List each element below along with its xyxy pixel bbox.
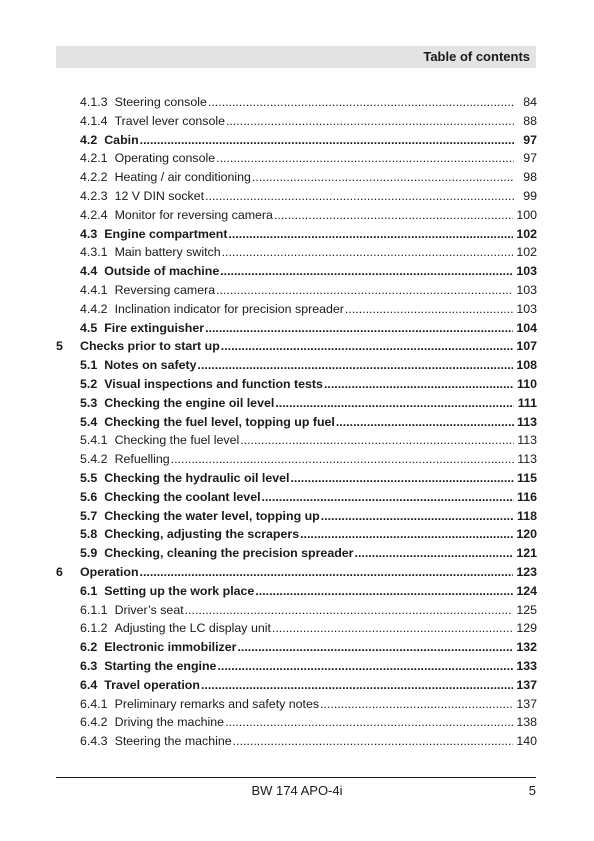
toc-leader-dots (228, 225, 513, 243)
toc-line (80, 375, 537, 393)
toc-section-number: 4.2.3 (80, 189, 108, 203)
toc-label (80, 563, 139, 581)
toc-section-number: 4.3 (80, 226, 98, 241)
toc-section-number: 4.2.2 (80, 170, 108, 185)
toc-page-number: 118 (517, 508, 537, 523)
toc-line (80, 112, 537, 130)
toc-line (80, 582, 537, 600)
toc-label (80, 206, 273, 224)
toc-entry[interactable] (0, 525, 594, 543)
toc-section-number: 5.8 (80, 527, 98, 542)
toc-label (80, 112, 225, 130)
toc-section-number: 4.2.1 (80, 151, 108, 166)
toc-entry[interactable] (0, 413, 594, 431)
toc-leader-dots (320, 695, 513, 713)
toc-line (80, 507, 537, 525)
toc-leader-dots (216, 281, 513, 299)
toc-page-number: 111 (517, 395, 537, 410)
toc-section-number: 4.4.1 (80, 283, 108, 297)
toc-section-number: 4.1.4 (80, 113, 108, 128)
toc-section-number: 5.2 (80, 377, 98, 391)
toc-label (80, 732, 232, 750)
toc-entry[interactable] (0, 243, 594, 261)
toc-page-number: 120 (516, 527, 537, 542)
toc-section-title: Cabin (104, 132, 139, 147)
toc-section-title: Travel operation (104, 677, 200, 692)
toc-line (80, 450, 537, 468)
toc-section-number: 6.4 (80, 677, 98, 692)
toc-line (80, 243, 537, 261)
toc-leader-dots (290, 469, 514, 487)
toc-label (80, 676, 200, 694)
toc-section-title: Inclination indicator for precision spreader (114, 301, 344, 316)
toc-section-title: Checking the fuel level (114, 433, 240, 448)
toc-line (80, 356, 537, 374)
toc-label (80, 413, 335, 431)
footer-divider (56, 777, 536, 778)
header-bar (56, 46, 536, 68)
toc-line (80, 563, 537, 581)
toc-section-number: 5.6 (80, 489, 98, 504)
toc-section-title: Driving the machine (114, 715, 225, 730)
toc-page-number: 107 (516, 339, 537, 354)
toc-page-number: 115 (517, 471, 537, 485)
toc-leader-dots (140, 563, 514, 581)
toc-section-number: 4.1.3 (80, 95, 108, 109)
toc-page-number: 113 (517, 452, 537, 467)
toc-label (80, 394, 274, 412)
toc-line (80, 394, 537, 412)
toc-leader-dots (140, 131, 514, 149)
toc-entry[interactable] (0, 544, 594, 562)
toc-entry[interactable] (0, 337, 594, 355)
toc-entry[interactable] (0, 713, 594, 731)
toc-line (80, 544, 537, 562)
toc-entry[interactable] (0, 676, 594, 694)
toc-leader-dots (321, 507, 514, 525)
toc-page-number: 103 (516, 301, 537, 316)
toc-entry[interactable] (0, 262, 594, 280)
toc-label (80, 375, 323, 393)
toc-leader-dots (324, 375, 514, 393)
toc-entry[interactable] (0, 206, 594, 224)
toc-section-title: Operation (80, 565, 139, 579)
toc-leader-dots (255, 582, 513, 600)
toc-label (80, 168, 251, 186)
toc-line (80, 695, 537, 713)
toc-leader-dots (233, 732, 514, 750)
toc-section-number: 5.1 (80, 358, 98, 373)
toc-page-number: 137 (516, 677, 537, 692)
toc-line (80, 281, 537, 299)
toc-section-title: Reversing camera (114, 283, 216, 297)
toc-label (80, 262, 219, 280)
toc-label (80, 337, 220, 355)
toc-entry[interactable] (0, 168, 594, 186)
toc-line (80, 131, 537, 149)
toc-entry[interactable] (0, 582, 594, 600)
toc-section-title: Fire extinguisher (104, 320, 205, 335)
toc-line (80, 657, 537, 675)
toc-section-number: 5.4 (80, 414, 98, 429)
toc-section-number: 5.4.2 (80, 452, 108, 467)
toc-page-number: 125 (516, 602, 537, 617)
toc-page-number: 104 (516, 320, 537, 335)
toc-section-title: Checking the water level, topping up (104, 508, 320, 523)
toc-section-title: Checking the fuel level, topping up fuel (104, 414, 335, 429)
toc-leader-dots (336, 413, 514, 431)
toc-page-number: 132 (516, 640, 537, 655)
toc-page-number: 140 (516, 734, 537, 749)
toc-section-number: 5.5 (80, 471, 98, 485)
toc-leader-dots (171, 450, 514, 468)
toc-leader-dots (355, 544, 514, 562)
toc-section-title: Operating console (114, 151, 216, 166)
toc-label (80, 638, 236, 656)
toc-leader-dots (216, 149, 514, 167)
toc-entry[interactable] (0, 131, 594, 149)
footer-model: BW 174 APO-4i (251, 783, 343, 798)
toc-leader-dots (221, 337, 514, 355)
toc-leader-dots (205, 187, 514, 205)
toc-section-title: Checks prior to start up (80, 339, 220, 354)
toc-line (80, 413, 537, 431)
toc-page-number: 102 (516, 245, 537, 260)
toc-section-title: Driver’s seat (114, 602, 184, 617)
toc-page-number: 98 (523, 170, 537, 185)
toc-entry[interactable] (0, 394, 594, 412)
toc-leader-dots (225, 713, 513, 731)
toc-page-number: 129 (516, 621, 537, 636)
toc-entry[interactable] (0, 375, 594, 393)
toc-page-number: 113 (517, 433, 537, 448)
toc-leader-dots (226, 112, 514, 130)
toc-section-title: Outside of machine (104, 264, 220, 279)
toc-leader-dots (274, 206, 513, 224)
toc-leader-dots (345, 300, 513, 318)
page-title: Table of contents (423, 49, 530, 64)
toc-section-number: 4.4.2 (80, 301, 108, 316)
toc-leader-dots (252, 168, 514, 186)
toc-leader-dots (237, 638, 513, 656)
toc-line (80, 431, 537, 449)
toc-page-number: 124 (516, 583, 537, 598)
toc-section-number: 6.4.3 (80, 734, 108, 749)
toc-line (80, 93, 537, 111)
toc-line (80, 619, 537, 637)
toc-label (80, 582, 254, 600)
toc-line (80, 525, 537, 543)
toc-section-number: 6.4.1 (80, 696, 108, 711)
toc-page-number: 110 (517, 377, 537, 391)
toc-label (80, 713, 224, 731)
toc-entry[interactable] (0, 507, 594, 525)
toc-leader-dots (262, 488, 514, 506)
toc-entry[interactable] (0, 93, 594, 111)
toc-entry[interactable] (0, 638, 594, 656)
toc-label (80, 488, 261, 506)
toc-entry[interactable] (0, 450, 594, 468)
toc-label (80, 469, 289, 487)
toc-line (80, 262, 537, 280)
toc-label (80, 300, 344, 318)
toc-section-title: Travel lever console (114, 113, 225, 128)
toc-section-title: Starting the engine (104, 659, 217, 673)
toc-page-number: 137 (516, 696, 537, 711)
toc-line (80, 187, 537, 205)
toc-entry[interactable] (0, 657, 594, 675)
toc-entry[interactable] (0, 601, 594, 619)
toc-label (80, 431, 239, 449)
toc-page-number: 108 (516, 358, 537, 373)
toc-label (80, 243, 221, 261)
toc-leader-dots (217, 657, 513, 675)
toc-leader-dots (240, 431, 514, 449)
toc-label (80, 356, 197, 374)
toc-leader-dots (300, 525, 513, 543)
toc-line (80, 676, 537, 694)
toc-section-title: Adjusting the LC display unit (114, 621, 271, 636)
toc-page-number: 97 (523, 132, 537, 147)
toc-section-number: 4.2 (80, 132, 98, 147)
toc-label (80, 507, 320, 525)
toc-leader-dots (201, 676, 513, 694)
toc-label (80, 525, 299, 543)
toc-line (80, 713, 537, 731)
toc-leader-dots (198, 356, 514, 374)
toc-section-title: Monitor for reversing camera (114, 207, 273, 222)
toc-label (80, 544, 354, 562)
toc-leader-dots (272, 619, 513, 637)
toc-section-title: 12 V DIN socket (114, 189, 205, 203)
toc-entry[interactable] (0, 187, 594, 205)
toc-entry[interactable] (0, 281, 594, 299)
toc-section-title: Visual inspections and function tests (104, 377, 323, 391)
toc-entry[interactable] (0, 732, 594, 750)
toc-section-title: Steering console (114, 95, 207, 109)
toc-line (80, 319, 537, 337)
toc-label (80, 131, 139, 149)
toc-leader-dots (275, 394, 514, 412)
toc-leader-dots (220, 262, 513, 280)
toc-page-number: 84 (523, 95, 537, 109)
toc-section-title: Setting up the work place (104, 583, 255, 598)
toc-section-title: Preliminary remarks and safety notes (114, 696, 320, 711)
toc-label (80, 187, 204, 205)
toc-page-number: 99 (523, 189, 537, 203)
toc-line (80, 149, 537, 167)
toc-entry[interactable] (0, 695, 594, 713)
toc-section-number: 5.9 (80, 546, 98, 561)
toc-label (80, 657, 216, 675)
toc-line (80, 168, 537, 186)
toc-entry[interactable] (0, 488, 594, 506)
toc-section-number: 6.1.1 (80, 602, 108, 617)
toc-label (80, 93, 207, 111)
toc-page-number: 100 (516, 207, 537, 222)
footer-page-number: 5 (528, 783, 536, 798)
toc-section-title: Checking, cleaning the precision spreader (104, 546, 354, 561)
toc-page-number: 103 (516, 283, 537, 297)
toc-page-number: 121 (516, 546, 537, 561)
toc-entry[interactable] (0, 619, 594, 637)
toc-page-number: 123 (516, 565, 537, 579)
toc-entry[interactable] (0, 469, 594, 487)
toc-section-number: 4.4 (80, 264, 98, 279)
toc-section-number: 5.3 (80, 395, 98, 410)
toc-section-title: Checking the engine oil level (104, 395, 275, 410)
toc-page-number: 88 (523, 113, 537, 128)
toc-section-title: Notes on safety (104, 358, 197, 373)
toc-line (80, 488, 537, 506)
toc-page-number: 138 (516, 715, 537, 730)
toc-page-number: 113 (517, 414, 537, 429)
toc-page-number: 97 (523, 151, 537, 166)
toc-label (80, 281, 215, 299)
toc-leader-dots (208, 93, 514, 111)
toc-section-number: 6.3 (80, 659, 98, 673)
toc-label (80, 619, 271, 637)
toc-label (80, 450, 170, 468)
toc-chapter-number: 6 (56, 565, 63, 579)
toc-section-title: Engine compartment (104, 226, 228, 241)
toc-entry[interactable] (0, 149, 594, 167)
toc-entry[interactable] (0, 356, 594, 374)
toc-section-title: Heating / air conditioning (114, 170, 251, 185)
toc-page-number: 103 (516, 264, 537, 279)
toc-page-number: 102 (516, 226, 537, 241)
toc-line (80, 206, 537, 224)
toc-section-number: 5.7 (80, 508, 98, 523)
toc-section-number: 6.1 (80, 583, 98, 598)
toc-section-number: 5.4.1 (80, 433, 108, 448)
toc-entry[interactable] (0, 319, 594, 337)
toc-section-number: 4.2.4 (80, 207, 108, 222)
toc-label (80, 695, 319, 713)
toc-label (80, 149, 215, 167)
toc-line (80, 337, 537, 355)
toc-section-title: Main battery switch (114, 245, 221, 260)
toc-leader-dots (185, 601, 514, 619)
toc-line (80, 300, 537, 318)
toc-line (80, 732, 537, 750)
toc-entry[interactable] (0, 431, 594, 449)
toc-page-number: 133 (516, 659, 537, 673)
toc-entry[interactable] (0, 112, 594, 130)
toc-section-number: 6.4.2 (80, 715, 108, 730)
toc-section-title: Checking the coolant level (104, 489, 261, 504)
toc-section-title: Checking the hydraulic oil level (104, 471, 290, 485)
toc-section-number: 6.1.2 (80, 621, 108, 636)
toc-section-title: Checking, adjusting the scrapers (104, 527, 300, 542)
toc-leader-dots (222, 243, 514, 261)
toc-line (80, 469, 537, 487)
toc-line (80, 225, 537, 243)
toc-entry[interactable] (0, 300, 594, 318)
toc-entry[interactable] (0, 225, 594, 243)
toc-line (80, 638, 537, 656)
toc-section-title: Electronic immobilizer (104, 640, 237, 655)
toc-label (80, 225, 227, 243)
toc-label (80, 319, 204, 337)
toc-section-number: 4.5 (80, 320, 98, 335)
toc-chapter-number: 5 (56, 339, 63, 354)
toc-line (80, 601, 537, 619)
toc-label (80, 601, 184, 619)
toc-entry[interactable] (0, 563, 594, 581)
toc-section-title: Refuelling (114, 452, 170, 467)
toc-leader-dots (205, 319, 513, 337)
toc-section-number: 6.2 (80, 640, 98, 655)
toc-section-title: Steering the machine (114, 734, 232, 749)
toc-page-number: 116 (517, 489, 537, 504)
toc-section-number: 4.3.1 (80, 245, 108, 260)
